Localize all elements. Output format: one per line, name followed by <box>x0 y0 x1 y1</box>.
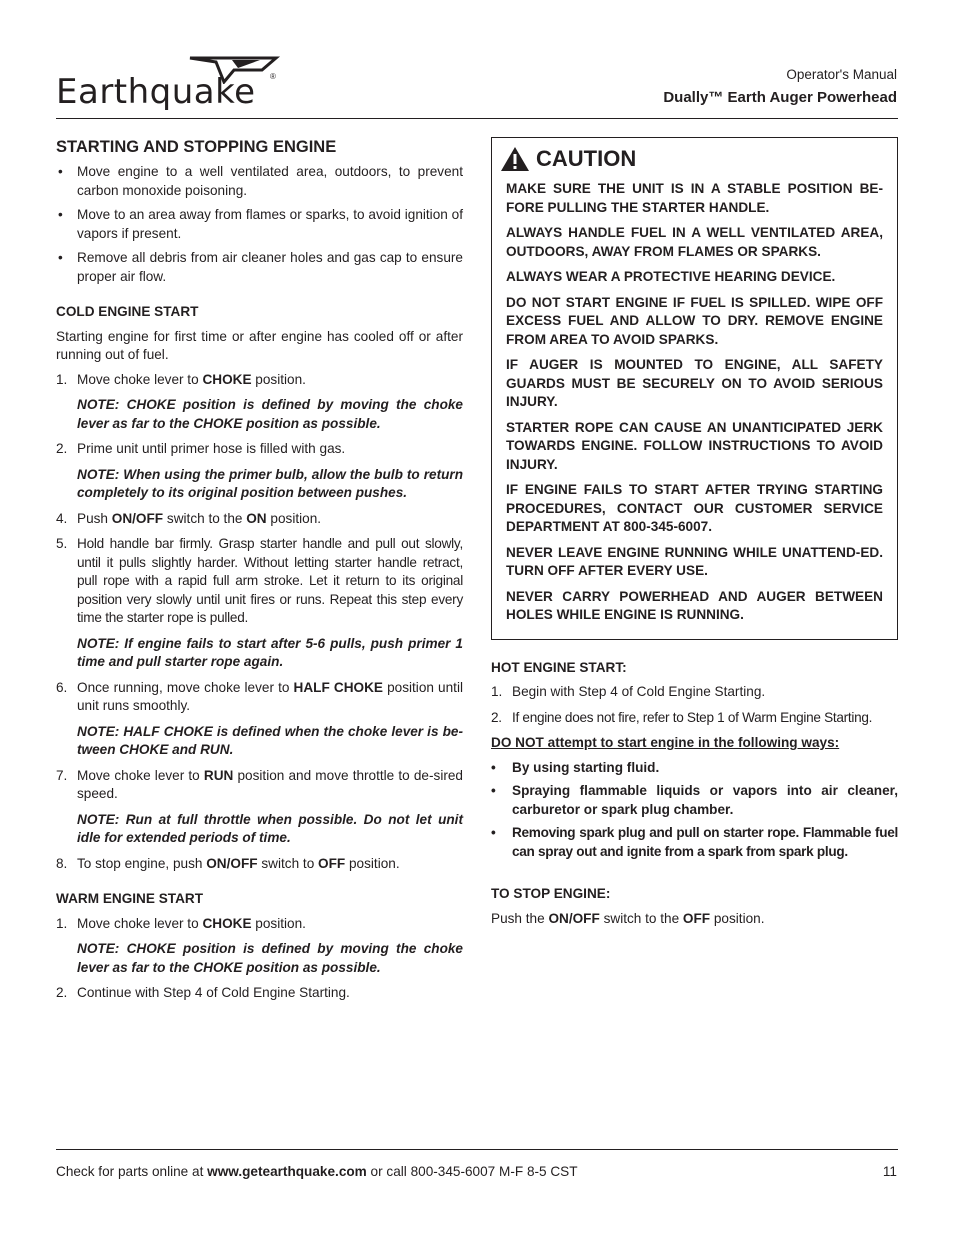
product-name: Dually™ Earth Auger Powerhead <box>663 89 897 106</box>
website-link[interactable]: www.getearthquake.com <box>207 1164 367 1179</box>
hot-step-2: 2. If engine does not fire, refer to Step 1 of Warm Engine Starting. <box>491 709 873 725</box>
caution-item: IF ENGINE FAILS TO START AFTER TRYING STARTING PROCEDURES, CONTACT OUR CUSTOMER SERVICE DEPARTMENT AT 800-345-6007. <box>506 482 883 534</box>
header-divider <box>56 118 898 119</box>
logo-wordmark: Earthquake <box>56 72 256 112</box>
warm-step-2: 2. Continue with Step 4 of Cold Engine Starting. <box>56 985 350 1000</box>
list-item: • Spraying flammable liquids or vapors into air cleaner, carburetor or spark plug chamber. <box>491 783 898 817</box>
stop-engine-text: Push the ON/OFF switch to the OFF position. <box>491 910 765 926</box>
cold-note-5: NOTE: If engine fails to start after 5-6 pulls, push primer 1 time and pull starter rope again. <box>77 635 463 669</box>
warm-note-1: NOTE: CHOKE position is defined by moving the choke lever as far to the CHOKE position as possible. <box>77 941 463 975</box>
list-item: • Move to an area away from flames or sparks, to avoid ignition of vapors if present. <box>58 207 463 241</box>
caution-item: STARTER ROPE CAN CAUSE AN UNANTICIPATED JERK TOWARDS ENGINE. FOLLOW INSTRUCTIONS TO AVOID INJURY. <box>506 419 883 472</box>
caution-item: NEVER CARRY POWERHEAD AND AUGER BETWEEN HOLES WHILE ENGINE IS RUNNING. <box>506 588 883 622</box>
hot-step-1: 1. Begin with Step 4 of Cold Engine Starting. <box>491 684 766 699</box>
list-item: • Removing spark plug and pull on starter rope. Flammable fuel can spray out and ignite from a spark from spark plug. <box>491 825 898 859</box>
cold-step-8: 8. To stop engine, push ON/OFF switch to OFF position. <box>56 855 400 871</box>
registered-mark: ® <box>270 72 276 81</box>
header-right <box>663 66 897 108</box>
caution-item: DO NOT START ENGINE IF FUEL IS SPILLED. WIPE OFF EXCESS FUEL AND ALLOW TO DRY. REMOVE ENGINE FROM AREA TO AVOID SPARKS. <box>506 294 883 347</box>
list-item: • Remove all debris from air cleaner holes and gas cap to ensure proper air flow. <box>58 250 463 284</box>
cold-step-7: 7. Move choke lever to RUN position and move throttle to de-sired speed. <box>56 767 463 801</box>
caution-item: NEVER LEAVE ENGINE RUNNING WHILE UNATTEND-ED. TURN OFF AFTER EVERY USE. <box>506 544 883 578</box>
page-number: 11 <box>882 1164 897 1179</box>
cold-step-1: 1. Move choke lever to CHOKE position. <box>56 371 306 387</box>
caution-box <box>491 137 898 640</box>
caution-item: ALWAYS HANDLE FUEL IN A WELL VENTILATED AREA, OUTDOORS, AWAY FROM FLAMES OR SPARKS. <box>506 225 883 259</box>
warning-triangle-icon <box>500 146 530 172</box>
cold-step-6: 6. Once running, move choke lever to HALF CHOKE position until unit runs smoothly. <box>56 679 463 713</box>
caution-title: CAUTION <box>536 146 637 171</box>
caution-header <box>500 146 883 172</box>
section-title: STARTING AND STOPPING ENGINE <box>56 138 337 156</box>
do-not-heading: DO NOT attempt to start engine in the following ways: <box>491 735 840 750</box>
brand-logo <box>56 54 276 114</box>
cold-start-title: COLD ENGINE START <box>56 304 199 319</box>
stop-engine-title: TO STOP ENGINE: <box>491 886 611 901</box>
hot-start-title: HOT ENGINE START: <box>491 659 627 675</box>
cold-start-intro: Starting engine for first time or after engine has cooled off or after running out of fuel. <box>56 328 463 362</box>
cold-step-4: 4. Push ON/OFF switch to the ON position. <box>56 510 322 526</box>
left-column <box>56 137 463 1010</box>
cold-note-2: NOTE: When using the primer bulb, allow the bulb to return completely to its original position between pushes. <box>77 466 463 500</box>
warm-start-title: WARM ENGINE START <box>56 891 204 906</box>
caution-item: IF AUGER IS MOUNTED TO ENGINE, ALL SAFETY GUARDS MUST BE SECURELY ON TO AVOID SERIOUS INJURY. <box>506 357 883 409</box>
caution-item: ALWAYS WEAR A PROTECTIVE HEARING DEVICE. <box>506 269 836 284</box>
cold-note-7: NOTE: Run at full throttle when possible. Do not let unit idle for extended periods of time. <box>77 811 463 845</box>
cold-note-6: NOTE: HALF CHOKE is defined when the choke lever is be-tween CHOKE and RUN. <box>77 723 463 757</box>
cold-step-2: 2. Prime unit until primer hose is filled with gas. <box>56 441 346 456</box>
manual-label: Operator's Manual <box>786 67 897 82</box>
footer-divider <box>56 1149 898 1150</box>
caution-item: MAKE SURE THE UNIT IS IN A STABLE POSITION BE-FORE PULLING THE STARTER HANDLE. <box>506 181 883 215</box>
list-item: • Move engine to a well ventilated area, outdoors, to prevent carbon monoxide poisoning. <box>58 164 463 198</box>
list-item: • By using starting fluid. <box>491 759 660 775</box>
footer-text: Check for parts online at www.getearthquake.com or call 800-345-6007 M-F 8-5 CST <box>56 1164 578 1179</box>
warm-step-1: 1. Move choke lever to CHOKE position. <box>56 915 306 931</box>
cold-step-5: 5. Hold handle bar firmly. Grasp starter handle and pull out slowly, until it pulls slightly harder. Without letting starter handle retract, pull rope with a rapid full arm stroke. Let it return to its original position very slowly until unit fires or runs. Repeat this step every time the starter rope is pulled. <box>56 536 463 625</box>
right-column <box>491 137 898 928</box>
cold-note-1: NOTE: CHOKE position is defined by moving the choke lever as far to the CHOKE position as possible. <box>77 397 463 431</box>
